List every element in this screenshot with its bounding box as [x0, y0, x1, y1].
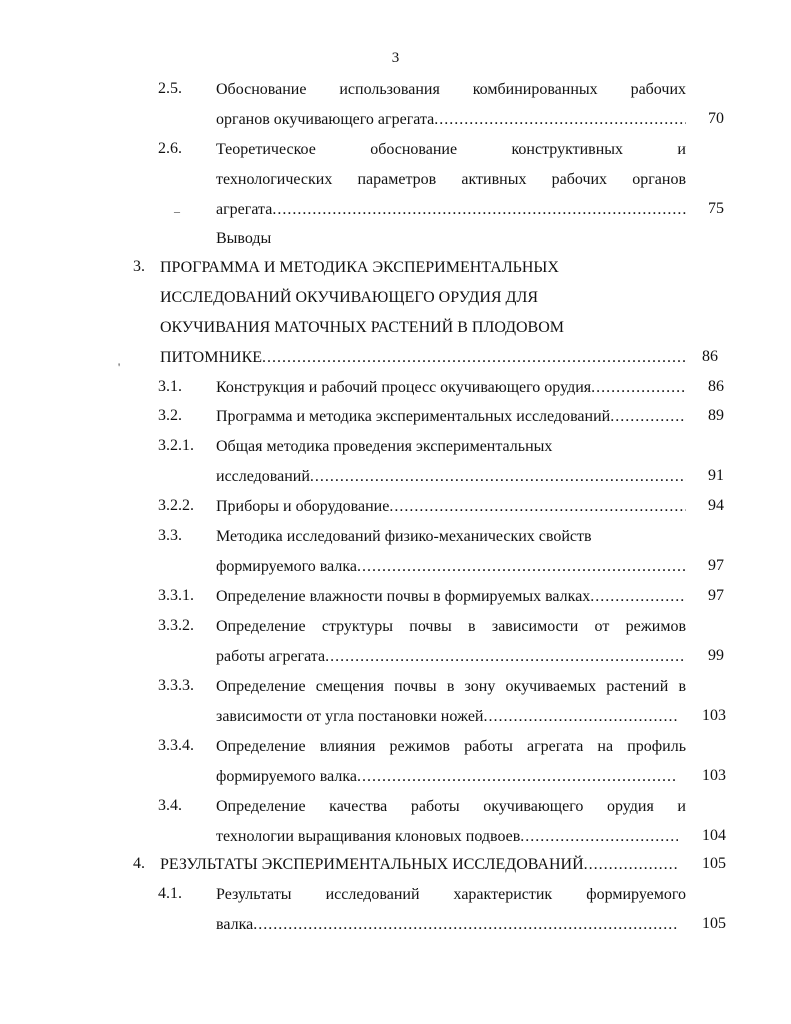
toc-number: 3.2. — [158, 407, 182, 424]
toc-line: формируемого валка ..... — [216, 557, 686, 577]
toc-page: 86 — [708, 378, 724, 395]
toc-line: РЕЗУЛЬТАТЫ ЭКСПЕРИМЕНТАЛЬНЫХ ИССЛЕДОВАНИЙ ..... — [160, 855, 678, 875]
toc-line: технологии выращивания клоновых подвоев ..... — [216, 827, 678, 847]
toc-number: 3.4. — [158, 797, 182, 814]
toc-page: 97 — [708, 587, 724, 604]
toc-line: Определение смещения почвы в зону окучиваемых растений в — [216, 678, 686, 695]
toc-number: 2.5. — [158, 80, 182, 97]
toc-line: Выводы — [216, 230, 272, 247]
toc-number: 3.3.2. — [158, 617, 194, 634]
scan-mark: ' — [118, 360, 121, 374]
toc-number: 4.1. — [158, 885, 182, 902]
toc-line: Конструкция и рабочий процесс окучивающего орудия ..... — [216, 378, 686, 398]
page-number: 3 — [391, 50, 400, 66]
toc-number: 3.3.3. — [158, 677, 194, 694]
toc-line: Определение структуры почвы в зависимости от режимов — [216, 618, 686, 635]
toc-number: 3.1. — [158, 378, 182, 395]
toc-line: Теоретическое обоснование конструктивных и — [216, 141, 686, 158]
toc-page: 103 — [702, 707, 726, 724]
toc-line: формируемого валка ..... — [216, 767, 678, 787]
toc-number: 2.6. — [158, 140, 182, 157]
toc-line: исследований ..... — [216, 467, 686, 487]
toc-line: ПРОГРАММА И МЕТОДИКА ЭКСПЕРИМЕНТАЛЬНЫХ — [160, 259, 559, 276]
toc-line: Общая методика проведения экспериментальных — [216, 438, 553, 455]
toc-page: 97 — [708, 557, 724, 574]
toc-page: 105 — [702, 855, 726, 872]
toc-line: Результаты исследований характеристик формируемого — [216, 886, 686, 903]
toc-page: 104 — [702, 827, 726, 844]
toc-page: 70 — [708, 110, 724, 127]
toc-number: 3.3. — [158, 527, 182, 544]
toc-number: 3.3.1. — [158, 587, 194, 604]
toc-page: 75 — [708, 200, 724, 217]
toc-page: 86 — [702, 348, 718, 365]
toc-page: 103 — [702, 767, 726, 784]
toc-page: 105 — [702, 915, 726, 932]
toc-number: 3.2.2. — [158, 497, 194, 514]
toc-line: Методика исследований физико-механических свойств — [216, 528, 592, 545]
toc-line: Приборы и оборудование ..... — [216, 497, 686, 517]
toc-line: Определение качества работы окучивающего орудия и — [216, 798, 686, 815]
toc-number: 3. — [133, 258, 145, 275]
scan-mark: – — [174, 204, 180, 218]
toc-page: 91 — [708, 467, 724, 484]
toc-line: ПИТОМНИКЕ ..... — [160, 348, 686, 368]
toc-line: ИССЛЕДОВАНИЙ ОКУЧИВАЮЩЕГО ОРУДИЯ ДЛЯ — [160, 289, 538, 306]
toc-line: Обоснование использования комбинированных рабочих — [216, 81, 686, 98]
toc-line: технологических параметров активных рабочих органов — [216, 171, 686, 188]
toc-number: 4. — [133, 855, 145, 872]
toc-number: 3.3.4. — [158, 737, 194, 754]
toc-line: Определение влияния режимов работы агрегата на профиль — [216, 738, 686, 755]
toc-line: Определение влажности почвы в формируемых валках ..... — [216, 587, 686, 607]
toc-line: агрегата ..... — [216, 200, 686, 220]
toc-line: ОКУЧИВАНИЯ МАТОЧНЫХ РАСТЕНИЙ В ПЛОДОВОМ — [160, 319, 564, 336]
toc-page: 94 — [708, 497, 724, 514]
toc-line: Программа и методика экспериментальных исследований ..... — [216, 407, 686, 427]
toc-line: работы агрегата ..... — [216, 647, 686, 667]
toc-line: органов окучивающего агрегата ..... — [216, 110, 686, 130]
toc-line: зависимости от угла постановки ножей ..... — [216, 707, 678, 727]
toc-page: 99 — [708, 647, 724, 664]
toc-line: валка ..... — [216, 915, 678, 935]
toc-page: 89 — [708, 407, 724, 424]
toc-number: 3.2.1. — [158, 437, 194, 454]
